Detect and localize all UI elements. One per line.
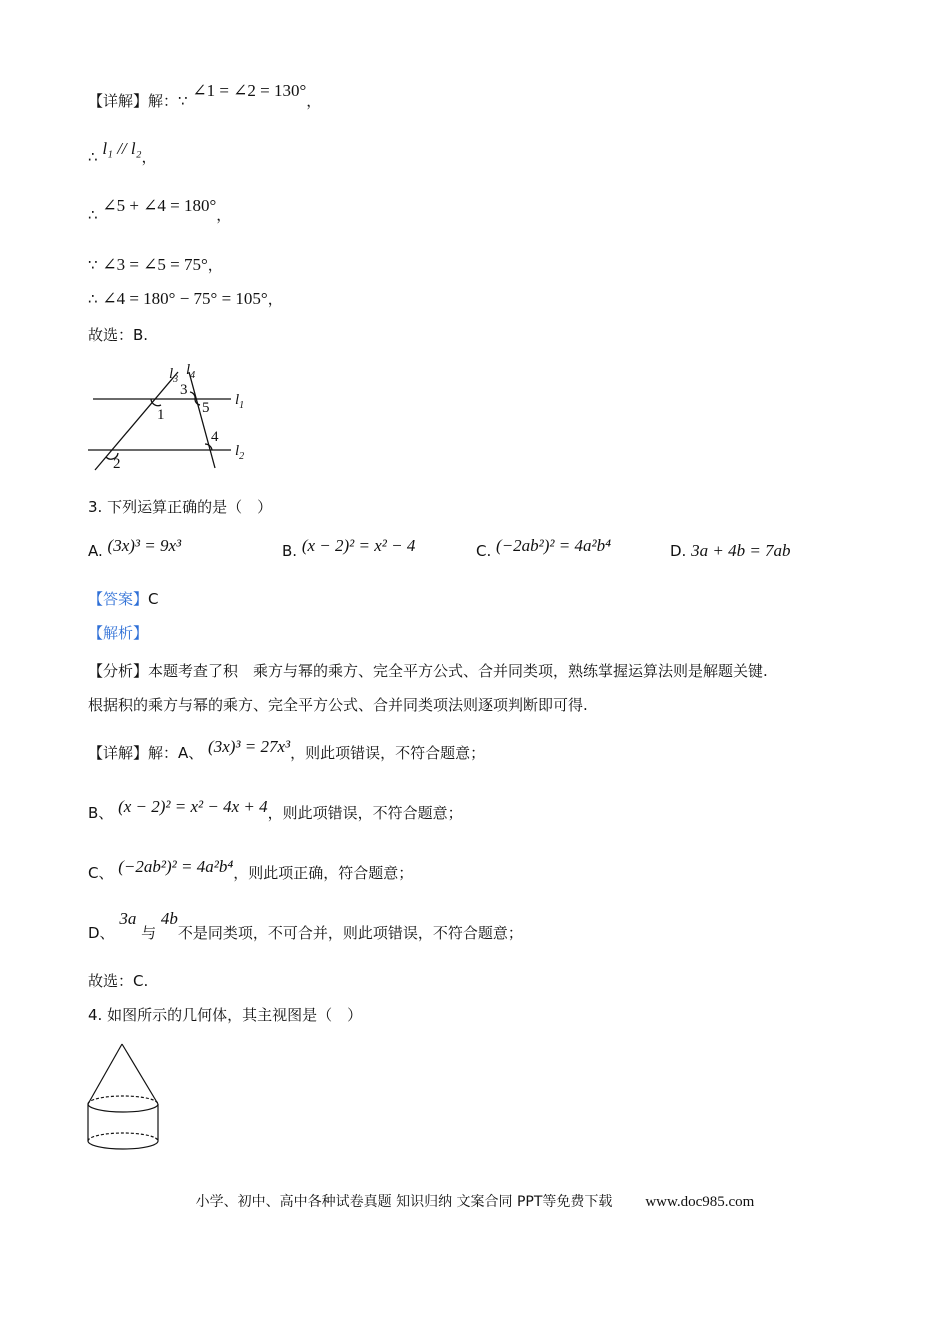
label-l2: $l_2$ — [235, 443, 245, 462]
q3-analysis-line1: 【分析】本题考查了积 乘方与幂的乘方、完全平方公式、合并同类项，熟练掌握运算法则是解题关键. — [88, 662, 768, 680]
q3-analysis-line2: 根据积的乘方与幂的乘方、完全平方公式、合并同类项法则逐项判断即可得. — [88, 696, 588, 714]
line-l3 — [95, 372, 178, 470]
detail-line-2: ∴ l₁ // l₂， — [88, 139, 157, 166]
parallel-lines-figure — [85, 360, 255, 475]
q3-detail-c: C、 (−2ab²)² = 4a²b⁴，则此项正确，符合题意； — [88, 857, 414, 882]
q3-stem: 3. 下列运算正确的是（ ） — [88, 498, 273, 516]
q3-option-a[interactable]: A. (3x)³ = 9x³ — [88, 536, 182, 560]
q4-stem: 4. 如图所示的几何体，其主视图是（ ） — [88, 1006, 363, 1024]
label-angle3: 3 — [180, 382, 188, 398]
q3-analysis-tag: 【解析】 — [88, 624, 149, 642]
detail-line-5: ∴ ∠4 = 180° − 75° = 105°， — [88, 289, 283, 308]
footer-url[interactable]: www.doc985.com — [645, 1194, 755, 1210]
conclusion-c: 故选：C. — [88, 972, 149, 990]
label-l4: $l_4$ — [186, 362, 196, 381]
eq-angle1-angle2: ∠1 = ∠2 = 130° — [192, 81, 307, 100]
detail-line-4: ∵ ∠3 = ∠5 = 75°， — [88, 255, 223, 274]
arc-angle1 — [151, 399, 161, 406]
q3-detail-a: 【详解】解：A、 (3x)³ = 27x³，则此项错误，不符合题意； — [88, 737, 486, 762]
eq-angle-sum: ∠5 + ∠4 = 180° — [102, 196, 217, 215]
eq-angle4: ∠4 = 180° − 75° = 105° — [102, 289, 268, 308]
q3-option-c[interactable]: C. (−2ab²)² = 4a²b⁴ — [476, 536, 611, 560]
label-angle2: 2 — [113, 456, 121, 472]
q3-detail-d: D、 3a 与 4b不是同类项，不可合并，则此项错误，不符合题意； — [88, 909, 523, 942]
detail-line-1: 【详解】解：∵ ∠1 = ∠2 = 130°， — [88, 81, 322, 110]
q3-detail-b: B、 (x − 2)² = x² − 4x + 4，则此项错误，不符合题意； — [88, 797, 463, 822]
eq-angle3-angle5: ∠3 = ∠5 = 75° — [102, 255, 208, 274]
conclusion-b: 故选：B. — [88, 326, 149, 344]
footer-text: 小学、初中、高中各种试卷真题 知识归纳 文案合同 PPT等免费下载 — [195, 1194, 613, 1210]
footer — [0, 1191, 950, 1211]
eq-parallel: l₁ // l₂ — [102, 139, 142, 158]
cone-on-cylinder-figure — [84, 1040, 164, 1155]
q3-option-b[interactable]: B. (x − 2)² = x² − 4 — [282, 536, 416, 560]
q3-answer: 【答案】C — [88, 590, 159, 608]
q3-option-d[interactable]: D. 3a + 4b = 7ab — [670, 541, 791, 560]
label-angle5: 5 — [202, 400, 210, 416]
label-l1: $l_1$ — [235, 392, 245, 411]
line-l4 — [189, 372, 215, 468]
label-angle4: 4 — [211, 429, 219, 445]
label-angle1: 1 — [157, 407, 165, 423]
detail-line-3: ∴ ∠5 + ∠4 = 180°， — [88, 196, 232, 224]
label-l3: $l_3$ — [169, 366, 179, 385]
